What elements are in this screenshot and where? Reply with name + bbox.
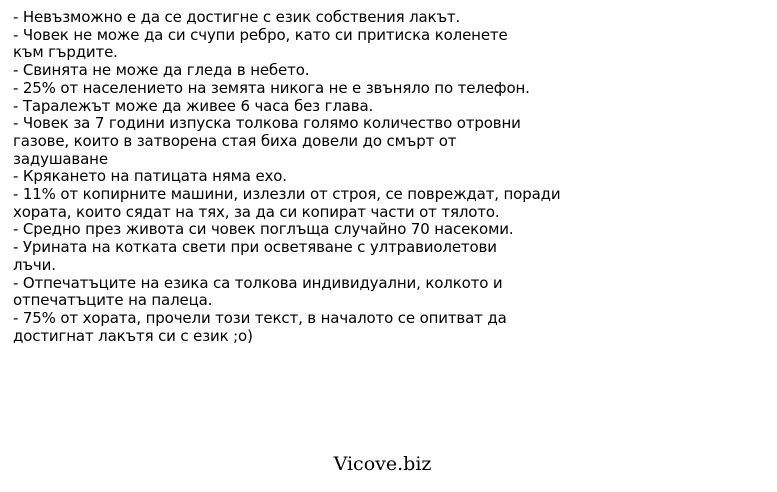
- site-watermark: Vicove.biz: [333, 453, 432, 475]
- facts-list: [13, 9, 613, 345]
- fact-item: - Свинята не може да гледа в небето.: [13, 61, 310, 80]
- fact-item: - Урината на котката свети при осветяване с ултравиолетови лъчи.: [13, 238, 497, 274]
- fact-item: - Средно през живота си човек поглъща случайно 70 насекоми.: [13, 220, 514, 239]
- fact-item: - 75% от хората, прочели този текст, в началото се опитват да достигнат лакътя си с език ;o): [13, 308, 507, 345]
- fact-item: - Таралежът може да живее 6 часа без глава.: [13, 96, 374, 115]
- fact-item: - Крякането на патицата няма ехо.: [13, 167, 287, 186]
- fact-item: - Невъзможно е да се достигне с език собствения лакът.: [13, 8, 461, 26]
- fact-item: - Човек за 7 години изпуска толкова голямо количество отровни газове, които в затворена стая биха довели до смърт от задушаване: [13, 114, 521, 168]
- fact-item: - 11% от копирните машини, излезли от строя, се повреждат, поради хората, които сядат на тях, за да си копират части от тялото.: [13, 185, 561, 221]
- fact-item: - 25% от населението на земята никога не е звъняло по телефон.: [13, 78, 530, 97]
- fact-item: - Човек не може да си счупи ребро, като си притиска коленете към гърдите.: [13, 25, 508, 62]
- fact-item: - Отпечатъците на езика са толкова индивидуални, колкото и отпечатъците на палеца.: [13, 273, 503, 310]
